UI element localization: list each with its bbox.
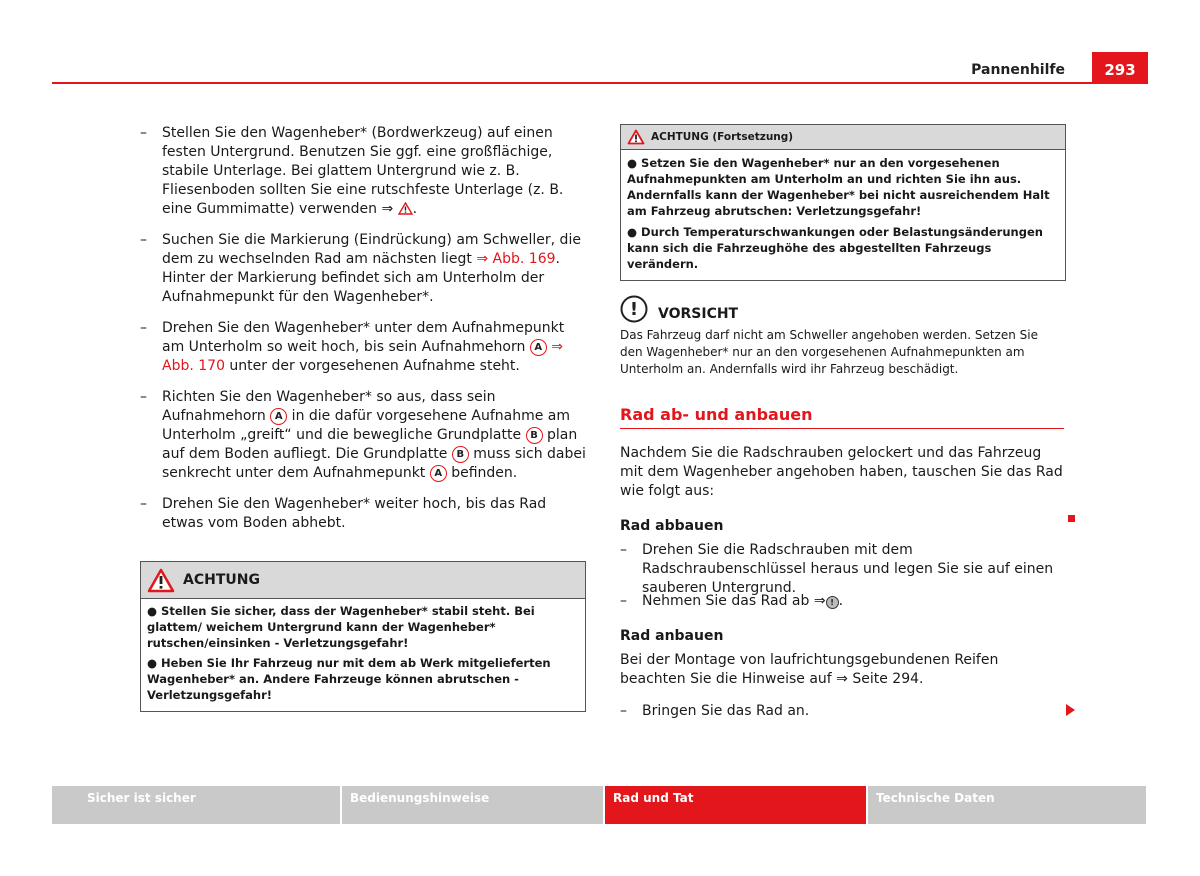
callout-a-icon: A [270, 408, 287, 425]
mount-wheel-text: Bei der Montage von laufrichtungsgebundenen Reifen beachten Sie die Hinweise auf ⇒ Seite 294. [620, 652, 999, 687]
warning-item: ● Setzen Sie den Wagenheber* nur an den vorgesehenen Aufnahmepunkten am Unterholm an und richten Sie ihn aus. Andernfalls kann der Wagenheber* bei nicht ausreichendem Halt am Fahrzeug abrutschen: Verletzungsgefahr! [627, 156, 1050, 218]
callout-a-icon: A [530, 339, 547, 356]
caution-header [620, 295, 1066, 323]
instruction-step: – Drehen Sie die Radschrauben mit dem Radschraubenschlüssel heraus und legen Sie sie auf einen sauberen Untergrund. [620, 542, 1054, 596]
warning-item: ● Durch Temperaturschwankungen oder Belastungsänderungen kann sich die Fahrzeughöhe des abgestellten Fahrzeugs verändern. [627, 225, 1043, 271]
continue-arrow-icon [1066, 704, 1075, 716]
warning-continued-title: ACHTUNG (Fortsetzung) [651, 131, 794, 143]
instruction-step: – Bringen Sie das Rad an. [620, 703, 810, 719]
header-section-title: Pannenhilfe [971, 62, 1065, 78]
instruction-step: – Drehen Sie den Wagenheber* weiter hoch, bis das Rad etwas vom Boden abhebt. [140, 496, 547, 531]
instruction-step: – Drehen Sie den Wagenheber* unter dem Aufnahmepunkt am Unterholm so weit hoch, bis sein Aufnahmehorn A ⇒ Abb. 170 unter der vorgesehenen Aufnahme steht. [140, 320, 565, 374]
instruction-step: – Nehmen Sie das Rad ab ⇒ ! . [620, 593, 844, 609]
section-end-marker [1068, 515, 1075, 522]
callout-a-icon: A [430, 465, 447, 482]
section-intro: Nachdem Sie die Radschrauben gelockert und das Fahrzeug mit dem Wagenheber angehoben haben, tauschen Sie das Rad wie folgt aus: [620, 445, 1063, 499]
subheading-remove-wheel: Rad abbauen [620, 518, 724, 534]
warning-continued-header [621, 125, 1065, 150]
footer-tab-technische-daten[interactable]: Technische Daten [868, 786, 1146, 824]
step-dash: – [620, 542, 627, 558]
warning-triangle-icon[interactable] [398, 202, 413, 215]
caution-notice [620, 295, 1066, 378]
right-column [620, 124, 1066, 378]
page-number: 293 [1092, 52, 1148, 84]
figure-reference-link[interactable]: ⇒ Abb. 170 [162, 339, 563, 374]
caution-glyph: ! [629, 299, 639, 320]
caution-body: Das Fahrzeug darf nicht am Schweller angehoben werden. Setzen Sie den Wagenheber* nur an den vorgesehenen Aufnahmepunkten am Unterholm an. Andernfalls wird ihr Fahrzeug beschädigt. [620, 328, 1038, 376]
warning-continued-box [620, 124, 1066, 281]
warning-box-header [141, 562, 585, 599]
footer-tab-bedienung[interactable]: Bedienungshinweise [342, 786, 603, 824]
warning-body [141, 599, 585, 711]
footer-tab-sicher[interactable]: Sicher ist sicher [52, 786, 340, 824]
warning-item: ● Stellen Sie sicher, dass der Wagenheber* stabil steht. Bei glattem/ weichem Untergrund kann der Wagenheber* rutschen/einsinken - Verletzungsgefahr! [147, 604, 535, 650]
footer-chapter-tabs [52, 786, 1148, 824]
step-dash: – [620, 703, 627, 719]
left-column [140, 124, 586, 712]
step-dash: – [620, 593, 627, 609]
instruction-step: – Suchen Sie die Markierung (Eindrückung) am Schweller, die dem zu wechselnden Rad am nächsten liegt ⇒ Abb. 169. Hinter der Markierung befindet sich am Unterholm der Aufnahmepunkt für den Wagenheber*. [140, 232, 581, 305]
instruction-step: – Richten Sie den Wagenheber* so aus, dass sein Aufnahmehorn A in die dafür vorgesehene Aufnahme am Unterholm „greift“ und die bewegliche Grundplatte B plan auf dem Boden aufliegt. Die Grundplatte B muss sich dabei senkrecht unter dem Aufnahmepunkt A befinden. [140, 389, 586, 481]
section-title: Rad ab- und anbauen [620, 405, 1064, 429]
subheading-mount-wheel: Rad anbauen [620, 628, 724, 644]
caution-exclamation-icon [620, 295, 648, 323]
warning-triangle-icon [627, 129, 645, 145]
caution-title: VORSICHT [658, 306, 739, 322]
callout-b-icon: B [526, 427, 543, 444]
step-dash: – [140, 389, 147, 405]
step-dash: – [140, 496, 147, 512]
instruction-step: – Stellen Sie den Wagenheber* (Bordwerkzeug) auf einen festen Untergrund. Benutzen Sie ggf. eine großflächige, stabile Unterlage. Bei glattem Untergrund wie z. B. Fliesenboden sollten Sie eine rutschfeste Unterlage (z. B. eine Gummimatte) verwenden ⇒ . [140, 125, 564, 217]
warning-title: ACHTUNG [183, 572, 260, 588]
warning-item: ● Heben Sie Ihr Fahrzeug nur mit dem ab Werk mitgelieferten Wagenheber* an. Andere Fahrzeuge können abrutschen - Verletzungsgefahr! [147, 656, 551, 702]
callout-b-icon: B [452, 446, 469, 463]
step-dash: – [140, 232, 147, 248]
step-dash: – [140, 320, 147, 336]
caution-reference-icon[interactable]: ! [826, 596, 839, 609]
footer-tab-rad-und-tat[interactable]: Rad und Tat [605, 786, 866, 824]
figure-reference-link[interactable]: ⇒ Abb. 169 [476, 251, 556, 267]
warning-triangle-icon [147, 568, 175, 593]
header-rule [52, 82, 1148, 84]
warning-box [140, 561, 586, 712]
step-dash: – [140, 125, 147, 141]
warning-continued-body [621, 150, 1065, 280]
